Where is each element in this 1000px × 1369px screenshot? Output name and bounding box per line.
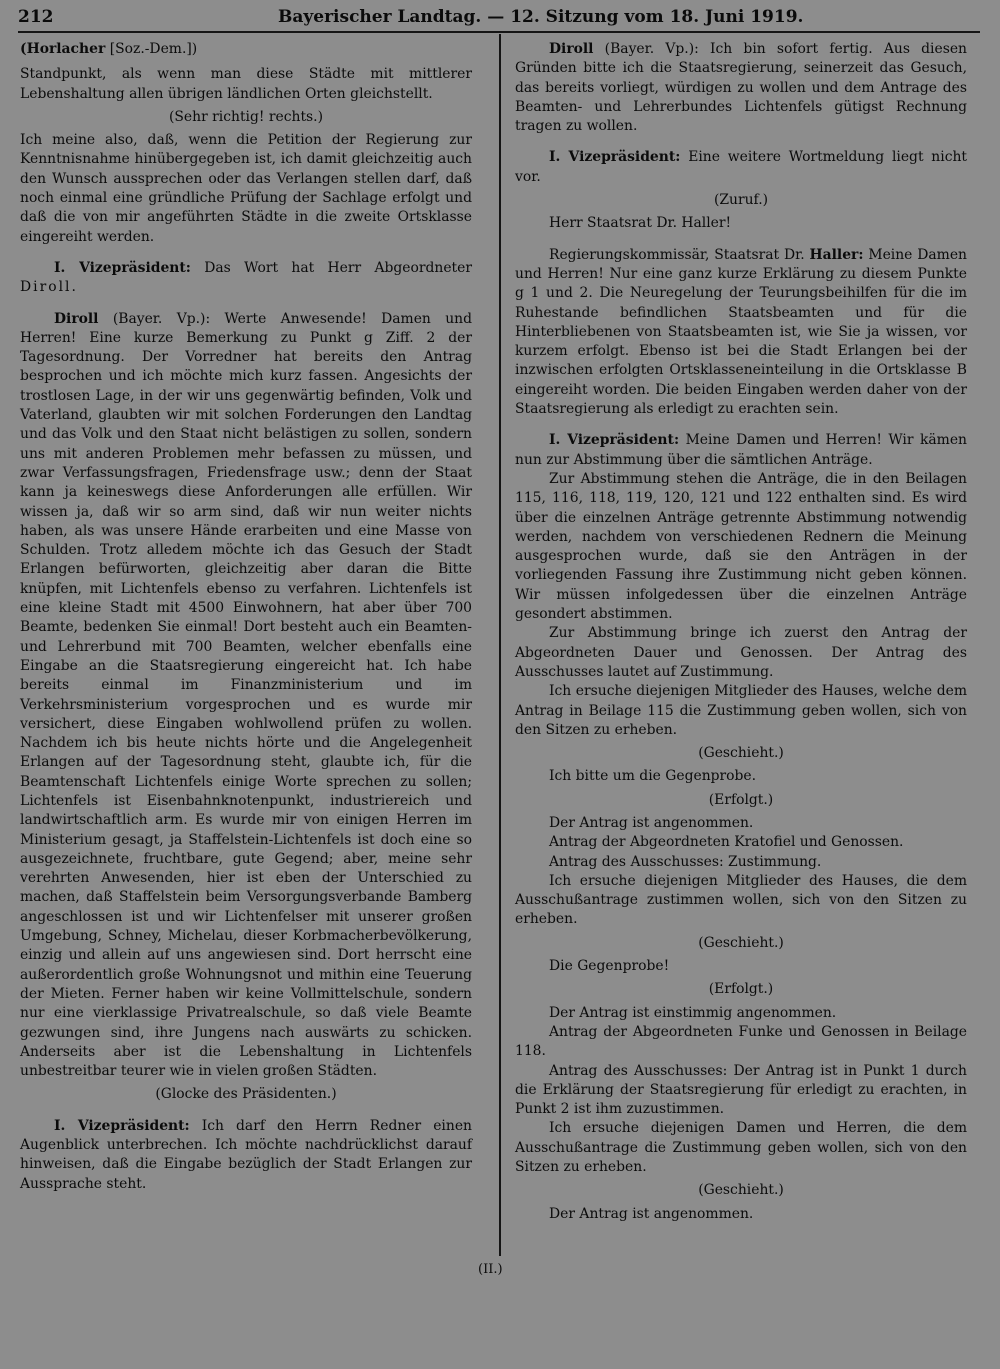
page-number: 212 <box>18 7 54 27</box>
paragraph: Ich meine also, daß, wenn die Petition der Regierung zur Kenntnisnahme hinübergegeben ist, ich damit gleichzeitig auch den Wunsch aussprechen oder das Verlangen stellen darf, daß noch einmal eine gründliche Prüfung der Sachlage erfolgt und daß die von mir angeführten Städte in die zweite Ortsklasse eingereiht werden. <box>20 132 472 245</box>
paragraph: Ich ersuche diejenigen Mitglieder des Hauses, die dem Ausschußantrage zustimmen wollen, sich von den Sitzen zu erheben. <box>515 872 967 928</box>
paragraph: Ich ersuche diejenigen Damen und Herren, die dem Ausschußantrage die Zustimmung geben wollen, sich von den Sitzen zu erheben. <box>515 1120 967 1176</box>
paragraph: Ich bitte um die Gegenprobe. <box>549 768 757 785</box>
speech-paragraph: Diroll (Bayer. Vp.): Werte Anwesende! Damen und Herren! Eine kurze Bemerkung zu Punkt g Ziff. 2 der Tagesordnung. Der Vorredner hat bereits den Antrag besprochen und ich möchte mich kurz fassen. Angesichts der trostlosen Lage, in der wir uns gegenwärtig befinden, Volk und Vaterland, glaubten wir mit solchen Forderungen den Landtag und das Volk und den Staat nicht belästigen zu sollen, sondern uns mit anderen Problemen mehr befassen zu müssen, und zwar Verfassungsfragen, Friedensfrage usw.; denn der Staat kann ja keineswegs diese Anforderungen alle erfüllen. Wir wissen ja, daß wir so arm sind, daß wir nun weiter nichts haben, als was unsere Hände erarbeiten und eine Masse von Schulden. Trotz alledem möchte ich das Gesuch der Stadt Erlangen befürworten, gleichzeitig aber daran die Bitte knüpfen, mit Lichtenfels ebenso zu verfahren. Lichtenfels ist eine kleine Stadt mit 4500 Einwohnern, hat aber über 700 Beamte, bedenken Sie einmal! Dort besteht auch ein Beamten- und Lehrerbund mit 700 Beamten, welcher ebenfalls eine Eingabe an die Staatsregierung eingereicht hat. Ich habe bereits einmal im Finanzministerium und im Verkehrsministerium vorgesprochen und es wurde mir versichert, diese Eingaben wohlwollend prüfen zu wollen. Nachdem ich bis heute nichts hörte und die Angelegenheit Erlangen auf der Tagesordnung steht, glaubte ich, für die Beamtenschaft Lichtenfels einige Worte sprechen zu sollen; Lichtenfels ist Eisenbahnknotenpunkt, industriereich und landwirtschaftlich arm. Es wurde mir von einigen Herren im Ministerium gesagt, ja Staffelstein-Lichtenfels ist doch eine so ausgezeichnete, fruchtbare, gute Gegend; aber, meine sehr verehrten Anwesenden, hier ist eben der Unterschied zu machen, daß Staffelstein beim Versorgungsverbande Bamberg angeschlossen ist und wir Lichtenfelser mit unserer großen Umgebung, Schney, Michelau, dieser Korbmacherbevölkerung, einzig und allein auf uns angewiesen sind. Dort herrscht eine außerordentlich große Wohnungsnot und mithin eine Teuerung der Mieten. Ferner haben wir keine Vollmittelschule, sondern nur eine vierklassige Privatrealschule, so daß viele Beamte gezwungen sind, ihre Jungens nach auswärts zu schicken. Anderseits aber ist die Lebenshaltung in Lichtenfels unbestreitbar teurer wie in vielen großen Städten. <box>20 310 472 1080</box>
paragraph: Die Gegenprobe! <box>549 958 670 975</box>
paragraph: Antrag des Ausschusses: Zustimmung. <box>549 853 822 870</box>
header-rule <box>18 31 980 33</box>
paragraph: Der Antrag ist angenommen. <box>549 814 754 831</box>
paragraph: Herr Staatsrat Dr. Haller! <box>549 215 732 232</box>
vp-statement: I. Vizepräsident: Meine Damen und Herren! Wir kämen nun zur Abstimmung über die sämtlichen Anträge. <box>515 432 968 468</box>
interjection: (Sehr richtig! rechts.) <box>168 108 323 125</box>
interjection: (Geschieht.) <box>698 745 784 762</box>
paragraph: Zur Abstimmung bringe ich zuerst den Antrag der Abgeordneten Dauer und Genossen. Der Antrag des Ausschusses lautet auf Zustimmung. <box>515 625 967 680</box>
vp-statement: I. Vizepräsident: Ich darf den Herrn Redner einen Augenblick unterbrechen. Ich möchte nachdrücklichst darauf hinweisen, daß die Eingabe bezüglich der Stadt Erlangen zur Aussprache steht. <box>20 1117 472 1192</box>
interjection: (Erfolgt.) <box>708 791 774 808</box>
paragraph: Ich ersuche diejenigen Mitglieder des Hauses, welche dem Antrag in Beilage 115 die Zustimmung geben wollen, sich von den Sitzen zu erheben. <box>515 683 967 738</box>
interjection: (Geschieht.) <box>698 1182 784 1199</box>
paragraph: Antrag der Abgeordneten Kratofiel und Genossen. <box>549 834 904 851</box>
paragraph: Zur Abstimmung stehen die Anträge, die in den Beilagen 115, 116, 118, 119, 120, 121 und 122 enthalten sind. Es wird über die einzelnen Anträge getrennte Abstimmung notwendig werden, nachdem von verschiedenen Rednern die Meinung ausgesprochen wurde, daß sie den Anträgen in der vorliegenden Fassung ihre Zustimmung nicht geben können. Wir müssen infolgedessen über die einzelnen Anträge gesondert abstimmen. <box>515 470 967 623</box>
speaker-heading: (Horlacher [Soz.-Dem.]) <box>20 41 198 57</box>
speech-paragraph: Diroll (Bayer. Vp.): Ich bin sofort fertig. Aus diesen Gründen bitte ich die Staatsregierung, seinerzeit das Gesuch, das bereits vorliegt, würdigen zu wollen und dem Antrage des Beamten- und Lehrerbundes Lichtenfels gütigst Rechnung tragen zu wollen. <box>515 41 967 135</box>
running-title: Bayerischer Landtag. — 12. Sitzung vom 18. Juni 1919. <box>278 7 804 27</box>
vp-statement: I. Vizepräsident: Eine weitere Wortmeldung liegt nicht vor. <box>515 149 968 185</box>
page-header <box>18 7 980 29</box>
paragraph: Standpunkt, als wenn man diese Städte mit mittlerer Lebenshaltung allen übrigen ländlichen Orten gleichstellt. <box>20 66 472 102</box>
footer-signature: (II.) <box>478 1262 503 1277</box>
paragraph: Antrag des Ausschusses: Der Antrag ist in Punkt 1 durch die Erklärung der Staatsregierung für erledigt zu erachten, in Punkt 2 ist ihm zuzustimmen. <box>515 1062 967 1118</box>
interjection: (Zuruf.) <box>713 192 769 209</box>
interjection: (Glocke des Präsidenten.) <box>155 1086 337 1103</box>
commissioner-statement: Regierungskommissär, Staatsrat Dr. Haller: Meine Damen und Herren! Nur eine ganz kurze Erklärung zu diesem Punkte g 1 und 2. Die Neuregelung der Teurungsbeihilfen für die im Ruhestande befindlichen Staatsbeamten und für die Hinterbliebenen von Staatsbeamten ist, wie Sie ja wissen, vor kurzem erfolgt. Ebenso ist bei die Stadt Erlangen bei der inzwischen erfolgten Ortsklasseneinteilung in die Ortsklasse B eingereiht worden. Die beiden Eingaben werden daher von der Staatsregierung als erledigt zu erachten sein. <box>515 246 967 418</box>
paragraph: Der Antrag ist einstimmig angenommen. <box>549 1004 837 1021</box>
column-divider <box>499 34 501 1256</box>
paragraph: Der Antrag ist angenommen. <box>549 1205 754 1222</box>
interjection: (Erfolgt.) <box>708 981 774 998</box>
vp-statement: I. Vizepräsident: Das Wort hat Herr Abgeordneter Diroll. <box>20 259 472 296</box>
right-column <box>515 40 967 1224</box>
left-column <box>20 40 472 1194</box>
paragraph: Antrag der Abgeordneten Funke und Genossen in Beilage 118. <box>515 1023 967 1060</box>
interjection: (Geschieht.) <box>698 934 784 951</box>
